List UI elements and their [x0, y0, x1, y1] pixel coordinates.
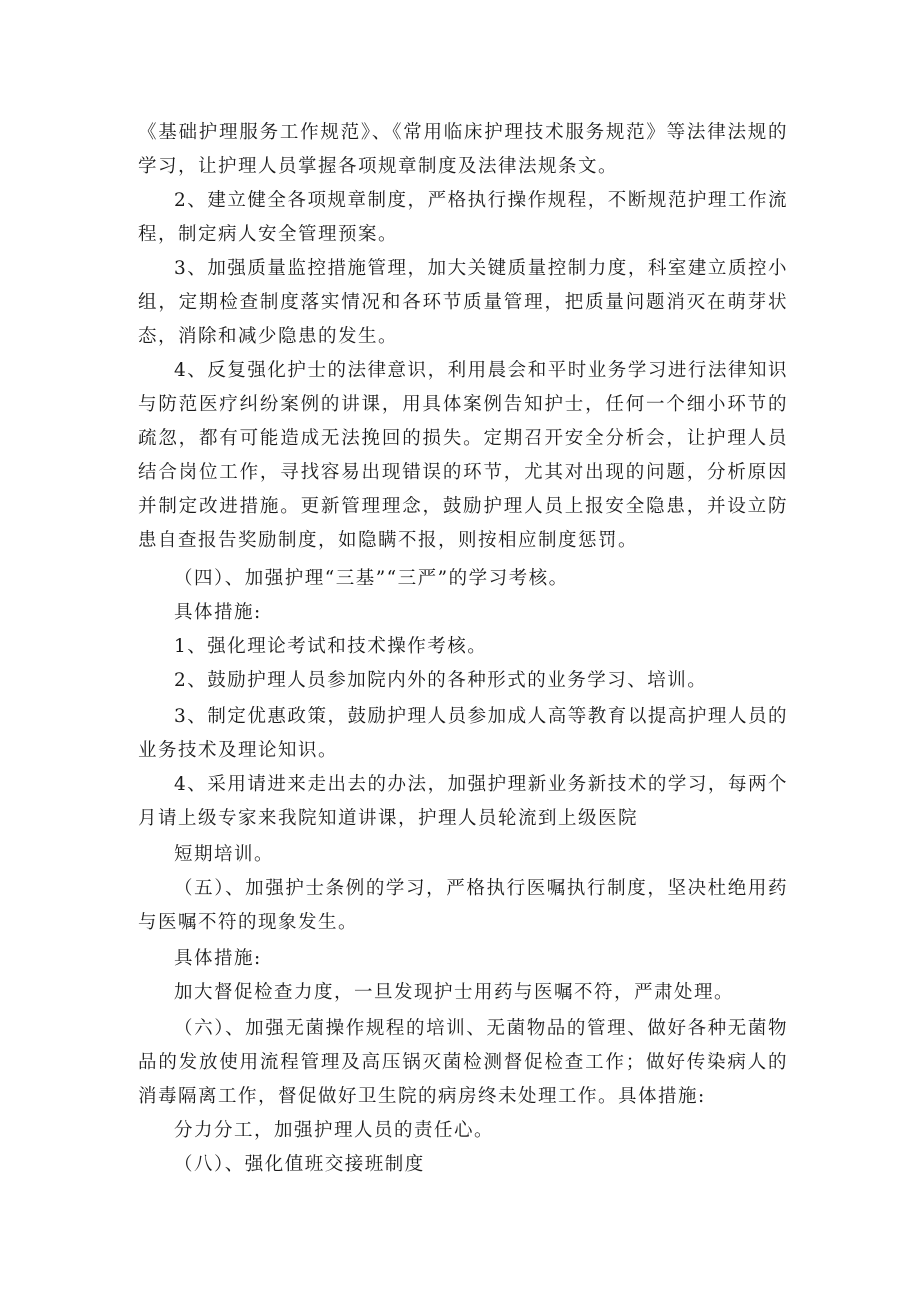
- section-heading-4: （四）、加强护理“三基”“三严”的学习考核。: [174, 568, 569, 589]
- measures-label: 具体措施:: [174, 602, 262, 623]
- section-heading-6: （六）、加强无菌操作规程的培训、无菌物品的管理、做好各种无菌物品的发放使用流程管理及高压锅灭菌检测督促检查工作；做好传染病人的消毒隔离工作，督促做好卫生院的病房终未处理工作。具体措施:: [138, 1018, 788, 1107]
- list-item-1: 1、强化理论考试和技术操作考核。: [174, 636, 488, 657]
- paragraph-item-4: 4、反复强化护士的法律意识，利用晨会和平时业务学习进行法律知识与防范医疗纠纷案例的讲课，用具体案例告知护士，任何一个细小环节的疏忽，都有可能造成无法挽回的损失。定期召开安全分析会，让护理人员结合岗位工作，寻找容易出现错误的环节，尤其对出现的问题，分析原因并制定改进措施。更新管理理念，鼓励护理人员上报安全隐患，并设立防患自查报告奖励制度，如隐瞒不报，则按相应制度惩罚。: [138, 360, 788, 551]
- paragraph-regulations-study: 《基础护理服务工作规范》、《常用临床护理技术服务规范》等法律法规的学习，让护理人员掌握各项规章制度及法律法规条文。: [138, 122, 788, 177]
- measures-label: 具体措施:: [174, 948, 262, 969]
- list-item-3: 3、制定优惠政策，鼓励护理人员参加成人高等教育以提高护理人员的业务技术及理论知识。: [138, 706, 788, 761]
- section-heading-5: （五）、加强护士条例的学习，严格执行医嘱执行制度，坚决杜绝用药与医嘱不符的现象发生。: [138, 878, 788, 933]
- measure-text: 分力分工，加强护理人员的责任心。: [174, 1120, 495, 1141]
- list-item-4: 4、采用请进来走出去的办法，加强护理新业务新技术的学习，每两个月请上级专家来我院知道讲课，护理人员轮流到上级医院: [138, 774, 788, 829]
- paragraph-item-2: 2、建立健全各项规章制度，严格执行操作规程，不断规范护理工作流程，制定病人安全管理预案。: [138, 190, 788, 245]
- paragraph-item-3: 3、加强质量监控措施管理，加大关键质量控制力度，科室建立质控小组，定期检查制度落实情况和各环节质量管理，把质量问题消灭在萌芽状态，消除和减少隐患的发生。: [138, 258, 788, 347]
- measure-text: 加大督促检查力度，一旦发现护士用药与医嘱不符，严肃处理。: [174, 982, 735, 1003]
- list-item-2: 2、鼓励护理人员参加院内外的各种形式的业务学习、培训。: [174, 670, 708, 691]
- list-item-4-continued: 短期培训。: [174, 844, 275, 865]
- section-heading-8: （八）、强化值班交接班制度: [174, 1154, 425, 1175]
